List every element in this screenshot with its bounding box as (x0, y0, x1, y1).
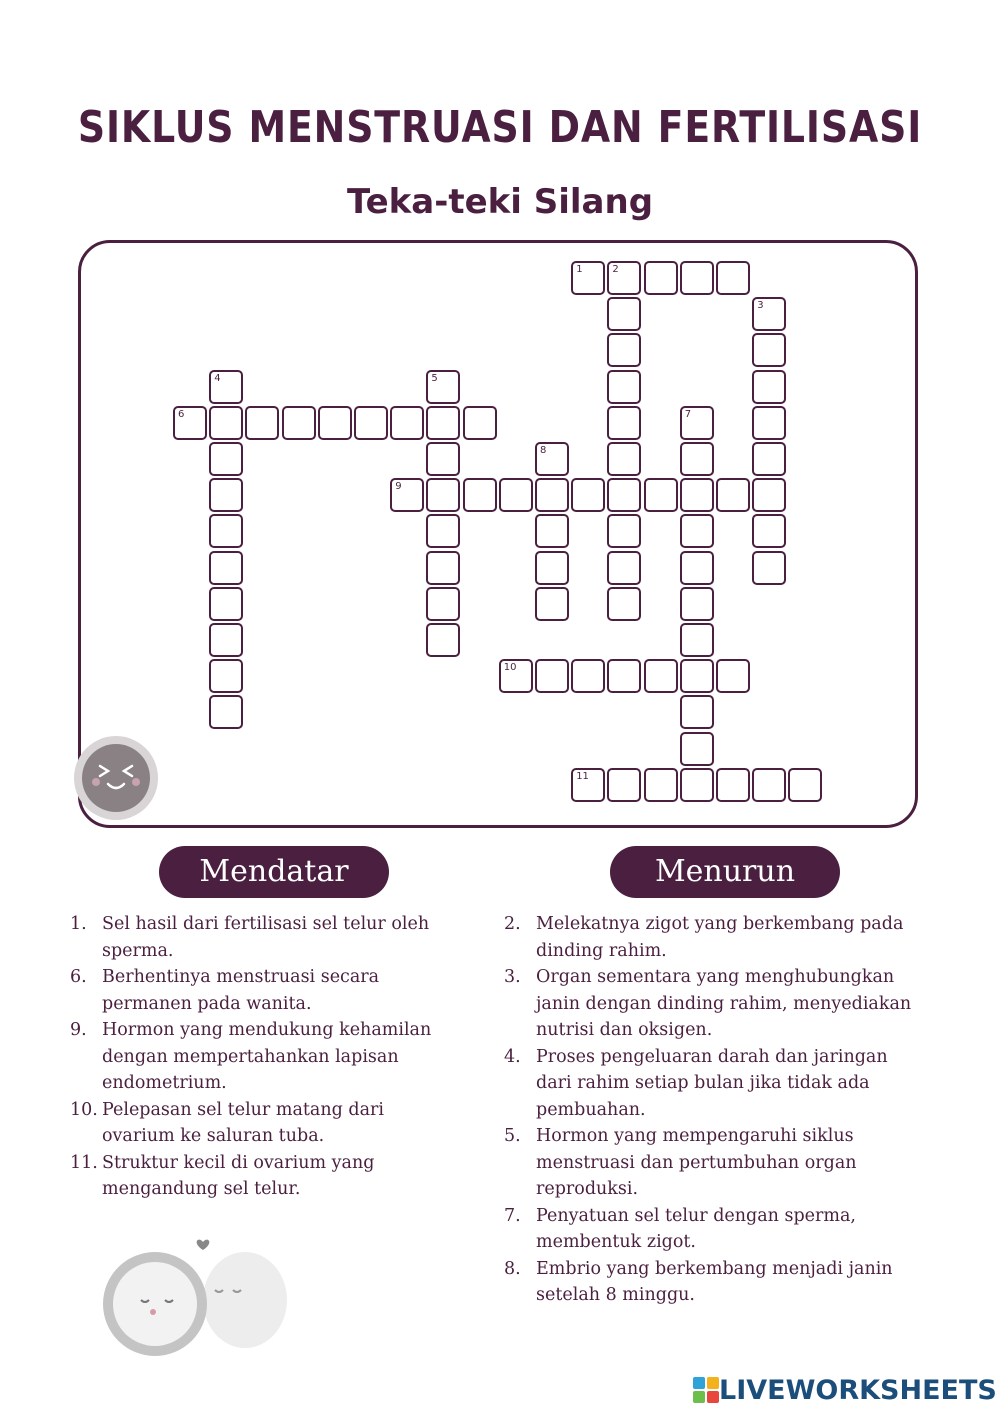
crossword-cell[interactable] (607, 333, 641, 367)
mendatar-header: Mendatar (159, 846, 389, 898)
crossword-cell[interactable] (680, 261, 714, 295)
crossword-cell[interactable] (607, 659, 641, 693)
crossword-cell[interactable] (752, 514, 786, 548)
clue-number: 3. (504, 967, 521, 987)
crossword-cell[interactable] (716, 768, 750, 802)
clue-number: 8. (504, 1258, 521, 1279)
crossword-cell[interactable] (752, 333, 786, 367)
crossword-cell[interactable] (607, 370, 641, 404)
clue-number-label: 2 (612, 264, 619, 275)
clue-item (504, 1044, 924, 1124)
crossword-cell[interactable] (607, 406, 641, 440)
menurun-header: Menurun (610, 846, 840, 898)
crossword-cell[interactable] (607, 261, 641, 295)
crossword-cell[interactable] (644, 659, 678, 693)
crossword-cell[interactable] (499, 659, 533, 693)
clue-text: Sel hasil dari fertilisasi sel telur oleh sperma. (102, 914, 430, 961)
crossword-cell[interactable] (535, 478, 569, 512)
clue-number-label: 6 (178, 408, 185, 420)
clue-number-label: 3 (757, 300, 764, 312)
crossword-cell[interactable] (426, 587, 460, 621)
clue-number: 2. (504, 914, 521, 934)
clue-number: 7. (504, 1205, 521, 1226)
crossword-cell[interactable] (680, 478, 714, 512)
crossword-cell[interactable] (209, 370, 243, 404)
crossword-cell[interactable] (716, 659, 750, 693)
page-subtitle: Teka-teki Silang (346, 182, 654, 222)
crossword-cell[interactable] (426, 551, 460, 585)
crossword-cell[interactable] (209, 514, 243, 548)
crossword-board (78, 240, 918, 828)
crossword-cell[interactable] (390, 478, 424, 512)
crossword-cell[interactable] (680, 551, 714, 585)
crossword-cell[interactable] (752, 442, 786, 476)
crossword-cell[interactable] (752, 768, 786, 802)
crossword-cell[interactable] (752, 551, 786, 585)
clue-text: Proses pengeluaran darah dan jaringan dari rahim setiap bulan jika tidak ada pembuahan. (536, 1046, 888, 1120)
clue-number: 6. (70, 967, 87, 987)
clue-number-label: 10 (503, 662, 517, 674)
clue-item (70, 1097, 450, 1150)
clue-number: 11. (70, 1152, 98, 1173)
crossword-cell[interactable] (463, 406, 497, 440)
crossword-cell[interactable] (680, 768, 714, 802)
crossword-cell[interactable] (607, 551, 641, 585)
crossword-cell[interactable] (607, 478, 641, 512)
clue-number-label: 9 (395, 481, 402, 493)
clue-number-label: 7 (684, 408, 692, 420)
crossword-cell[interactable] (209, 623, 243, 657)
clue-text: Pelepasan sel telur matang dari ovarium ke saluran tuba. (102, 1099, 384, 1146)
crossword-cell[interactable] (209, 587, 243, 621)
crossword-cell[interactable] (209, 478, 243, 512)
crossword-cell[interactable] (752, 406, 786, 440)
clue-item (70, 964, 450, 1017)
clue-number-label: 5 (431, 372, 438, 384)
crossword-cell[interactable] (680, 442, 714, 476)
crossword-cell[interactable] (499, 478, 533, 512)
crossword-cell[interactable] (426, 442, 460, 476)
crossword-cell[interactable] (571, 261, 605, 295)
brand-name: LIVEWORKSHEETS (719, 1374, 997, 1406)
crossword-cell[interactable] (680, 406, 714, 440)
clue-number-label: 8 (540, 445, 547, 456)
crossword-cell[interactable] (680, 732, 714, 766)
crossword-cell[interactable] (426, 478, 460, 512)
clue-number: 4. (504, 1046, 521, 1067)
crossword-cell[interactable] (426, 514, 460, 548)
page-title: SIKLUS MENSTRUASI DAN FERTILISASI (77, 102, 923, 153)
crossword-cell[interactable] (680, 587, 714, 621)
clue-text: Hormon yang mempengaruhi siklus menstruasi dan pertumbuhan organ reproduksi. (536, 1126, 857, 1199)
clue-text: Embrio yang berkembang menjadi janin setelah 8 minggu. (536, 1258, 893, 1305)
crossword-cell[interactable] (571, 768, 605, 802)
crossword-cell[interactable] (680, 695, 714, 729)
clue-text: Organ sementara yang menghubungkan janin dengan dinding rahim, menyediakan nutrisi dan oksigen. (536, 967, 912, 1040)
clue-item (504, 911, 924, 964)
blob-mascots-icon (95, 1232, 295, 1362)
crossword-cell[interactable] (716, 478, 750, 512)
crossword-cell[interactable] (209, 659, 243, 693)
crossword-cell[interactable] (644, 768, 678, 802)
crossword-cell[interactable] (535, 659, 569, 693)
liveworksheets-logo (693, 1373, 997, 1407)
crossword-cell[interactable] (245, 406, 279, 440)
clue-number-label: 1 (576, 264, 583, 275)
clue-number: 10. (70, 1099, 98, 1120)
crossword-cell[interactable] (716, 261, 750, 295)
crossword-cell[interactable] (535, 587, 569, 621)
crossword-cell[interactable] (209, 551, 243, 585)
cookie-mascot-icon (70, 732, 162, 824)
clue-number: 1. (70, 914, 87, 934)
clue-item (504, 1203, 924, 1256)
crossword-cell[interactable] (426, 406, 460, 440)
crossword-cell[interactable] (535, 551, 569, 585)
crossword-cell[interactable] (318, 406, 352, 440)
crossword-cell[interactable] (607, 514, 641, 548)
clue-number-label: 11 (576, 770, 589, 782)
crossword-cell[interactable] (680, 659, 714, 693)
crossword-cell[interactable] (607, 297, 641, 331)
crossword-cell[interactable] (426, 623, 460, 657)
crossword-cell[interactable] (607, 587, 641, 621)
crossword-cell[interactable] (173, 406, 207, 440)
crossword-cell[interactable] (644, 261, 678, 295)
menurun-clue-list (504, 911, 924, 1309)
crossword-cell[interactable] (644, 478, 678, 512)
clue-text: Hormon yang mendukung kehamilan dengan mempertahankan lapisan endometrium. (102, 1020, 432, 1093)
clue-item (70, 1150, 450, 1203)
crossword-cell[interactable] (571, 478, 605, 512)
clue-item (70, 911, 450, 964)
clue-item (504, 1256, 924, 1309)
crossword-cell[interactable] (752, 478, 786, 512)
clue-item (504, 1123, 924, 1203)
clue-text: Berhentinya menstruasi secara permanen pada wanita. (102, 967, 380, 1014)
mendatar-clue-list (70, 911, 450, 1203)
crossword-cell[interactable] (282, 406, 316, 440)
clue-text: Struktur kecil di ovarium yang mengandung sel telur. (102, 1152, 375, 1199)
crossword-cell[interactable] (680, 623, 714, 657)
clue-text: Melekatnya zigot yang berkembang pada dinding rahim. (536, 914, 904, 961)
clue-number: 9. (70, 1020, 87, 1040)
crossword-cell[interactable] (752, 370, 786, 404)
crossword-cell[interactable] (788, 768, 822, 802)
crossword-cell[interactable] (680, 514, 714, 548)
clue-item (504, 964, 924, 1044)
clue-number: 5. (504, 1126, 521, 1146)
clue-item (70, 1017, 450, 1097)
crossword-cell[interactable] (607, 442, 641, 476)
crossword-cell[interactable] (390, 406, 424, 440)
clue-text: Penyatuan sel telur dengan sperma, membentuk zigot. (536, 1205, 856, 1252)
crossword-cell[interactable] (571, 659, 605, 693)
crossword-cell[interactable] (463, 478, 497, 512)
crossword-cell[interactable] (354, 406, 388, 440)
crossword-cell[interactable] (607, 768, 641, 802)
crossword-cell[interactable] (535, 442, 569, 476)
crossword-cell[interactable] (209, 406, 243, 440)
crossword-cell[interactable] (209, 695, 243, 729)
crossword-cell[interactable] (426, 370, 460, 404)
clue-number-label: 4 (214, 372, 221, 384)
crossword-cell[interactable] (535, 514, 569, 548)
crossword-cell[interactable] (752, 297, 786, 331)
liveworksheets-icon (693, 1377, 719, 1403)
crossword-cell[interactable] (209, 442, 243, 476)
